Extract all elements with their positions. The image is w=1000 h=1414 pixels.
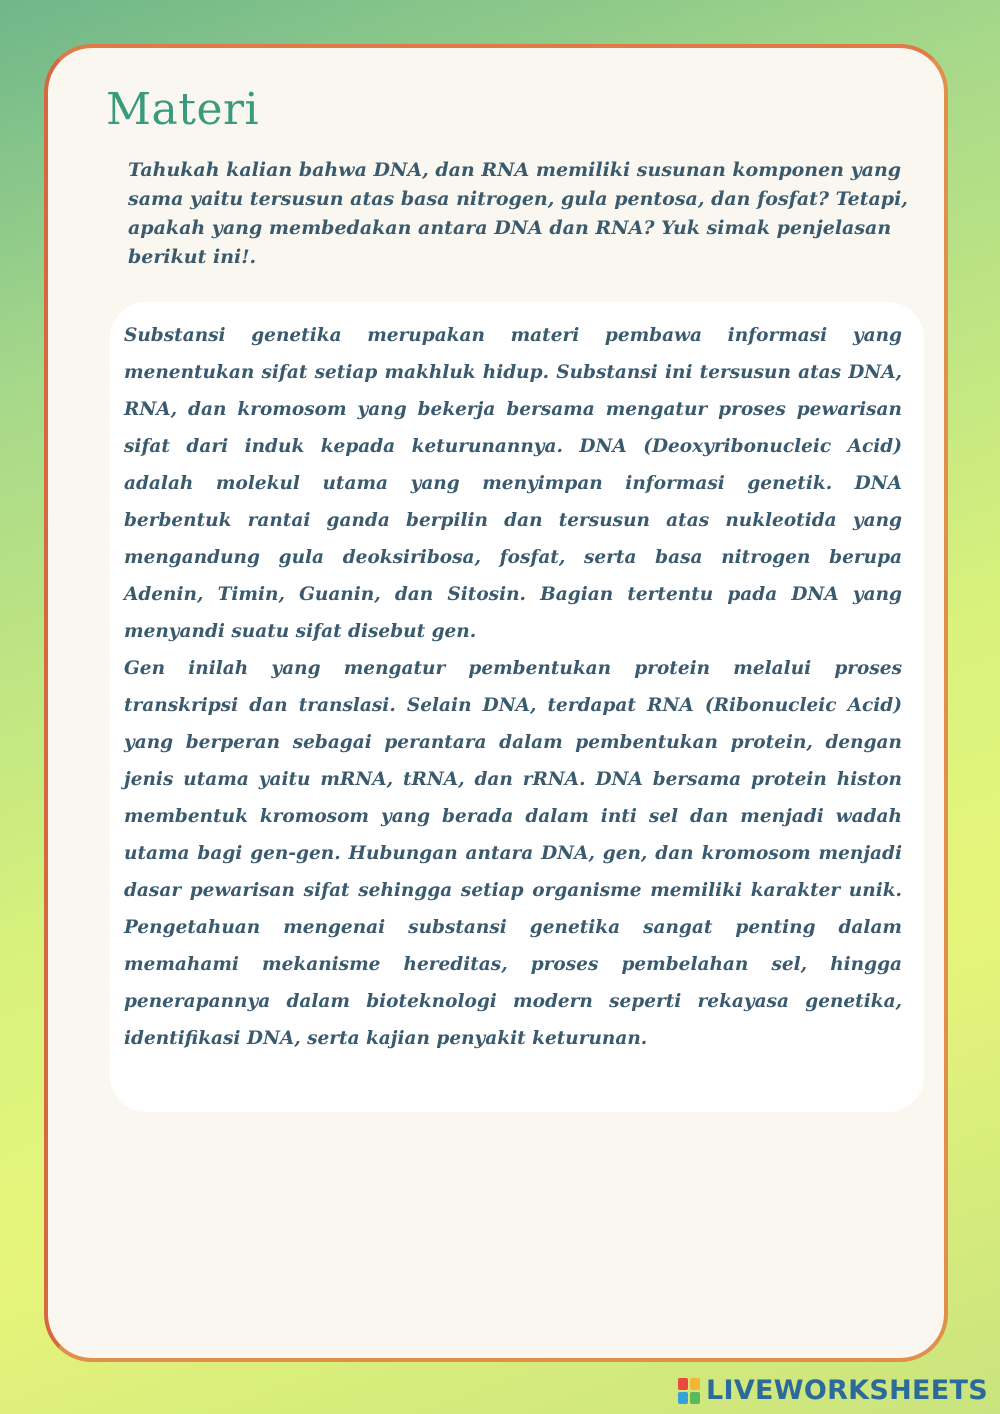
paragraph-1: Substansi genetika merupakan materi pembawa informasi yang menentukan sifat setiap makhluk hidup. Substansi ini tersusun atas DNA, RNA, dan kromosom yang bekerja bersama mengatur proses pewarisan sifat dari induk kepada keturunannya. DNA (Deoxyribonucleic Acid) adalah molekul utama yang menyimpan informasi genetik. DNA berbentuk rantai ganda berpilin dan tersusun atas nukleotida yang mengandung gula deoksiribosa, fosfat, serta basa nitrogen berupa Adenin, Timin, Guanin, dan Sitosin. Bagian tertentu pada DNA yang menyandi suatu sifat disebut gen. bbox=[124, 325, 902, 642]
intro-text: Tahukah kalian bahwa DNA, dan RNA memiliki susunan komponen yang sama yaitu tersusun atas basa nitrogen, gula pentosa, dan fosfat? Tetapi, apakah yang membedakan antara DNA dan RNA? Yuk simak penjelasan berikut ini!. bbox=[128, 159, 908, 268]
liveworksheets-brand[interactable] bbox=[678, 1375, 988, 1406]
content-box bbox=[110, 302, 924, 1112]
liveworksheets-wordmark: LIVEWORKSHEETS bbox=[705, 1375, 988, 1406]
page-title: Materi bbox=[106, 84, 260, 135]
paragraph-2: Gen inilah yang mengatur pembentukan protein melalui proses transkripsi dan translasi. Selain DNA, terdapat RNA (Ribonucleic Acid) yang berperan sebagai perantara dalam pembentukan protein, dengan jenis utama yaitu mRNA, tRNA, dan rRNA. DNA bersama protein histon membentuk kromosom yang berada dalam inti sel dan menjadi wadah utama bagi gen-gen. Hubungan antara DNA, gen, dan kromosom menjadi dasar pewarisan sifat sehingga setiap organisme memiliki karakter unik. Pengetahuan mengenai substansi genetika sangat penting dalam memahami mekanisme hereditas, proses pembelahan sel, hingga penerapannya dalam bioteknologi modern seperti rekayasa genetika, identifikasi DNA, serta kajian penyakit keturunan. bbox=[124, 658, 902, 1049]
worksheet-card bbox=[44, 44, 948, 1362]
liveworksheets-logo-icon bbox=[678, 1378, 700, 1404]
